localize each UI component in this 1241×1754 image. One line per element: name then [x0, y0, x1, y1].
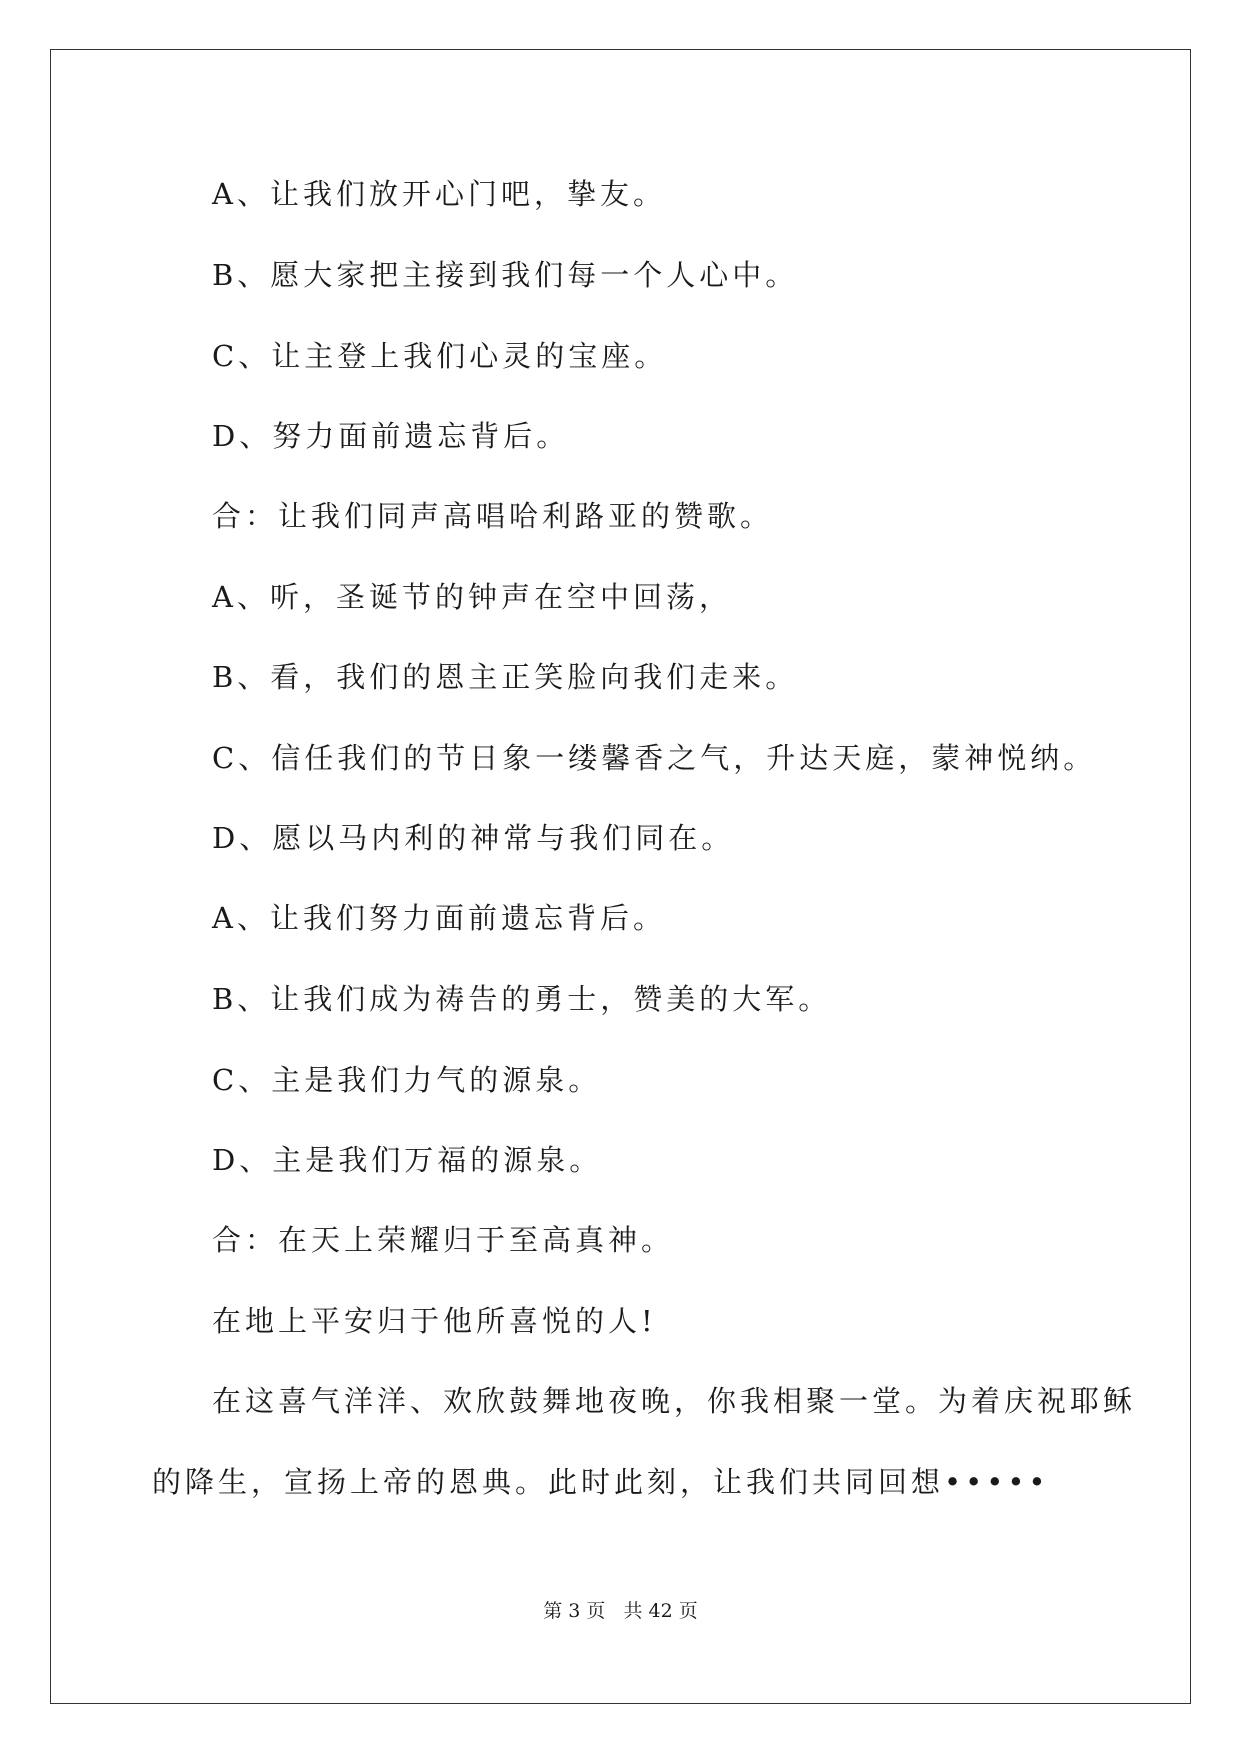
- dialogue-line: A、让我们放开心门吧，挚友。: [212, 177, 666, 211]
- page-border: [50, 49, 1191, 1704]
- dialogue-line: B、看，我们的恩主正笑脸向我们走来。: [212, 660, 799, 694]
- page-number: 第 3 页 共 42 页: [543, 1600, 698, 1622]
- dialogue-line: A、让我们努力面前遗忘背后。: [212, 901, 666, 935]
- dialogue-line: C、信任我们的节日象一缕馨香之气，升达天庭，蒙神悦纳。: [212, 741, 1097, 775]
- paragraph-line: 在这喜气洋洋、欢欣鼓舞地夜晚，你我相聚一堂。为着庆祝耶稣: [212, 1384, 1137, 1418]
- dialogue-line: 合：在天上荣耀归于至高真神。: [212, 1223, 675, 1257]
- dialogue-line: B、愿大家把主接到我们每一个人心中。: [212, 258, 799, 292]
- dialogue-line: C、主是我们力气的源泉。: [212, 1063, 602, 1097]
- dialogue-line: C、让主登上我们心灵的宝座。: [212, 339, 668, 373]
- dialogue-line: B、让我们成为祷告的勇士，赞美的大军。: [212, 982, 832, 1016]
- dialogue-line: D、愿以马内利的神常与我们同在。: [212, 821, 735, 855]
- paragraph-line: 的降生，宣扬上帝的恩典。此时此刻，让我们共同回想•••••: [152, 1465, 1050, 1499]
- dialogue-line: D、努力面前遗忘背后。: [212, 419, 570, 453]
- dialogue-line: A、听，圣诞节的钟声在空中回荡，: [212, 580, 732, 614]
- dialogue-line: 在地上平安归于他所喜悦的人!: [212, 1304, 657, 1338]
- dialogue-line: 合：让我们同声高唱哈利路亚的赞歌。: [212, 499, 774, 533]
- dialogue-line: D、主是我们万福的源泉。: [212, 1143, 603, 1177]
